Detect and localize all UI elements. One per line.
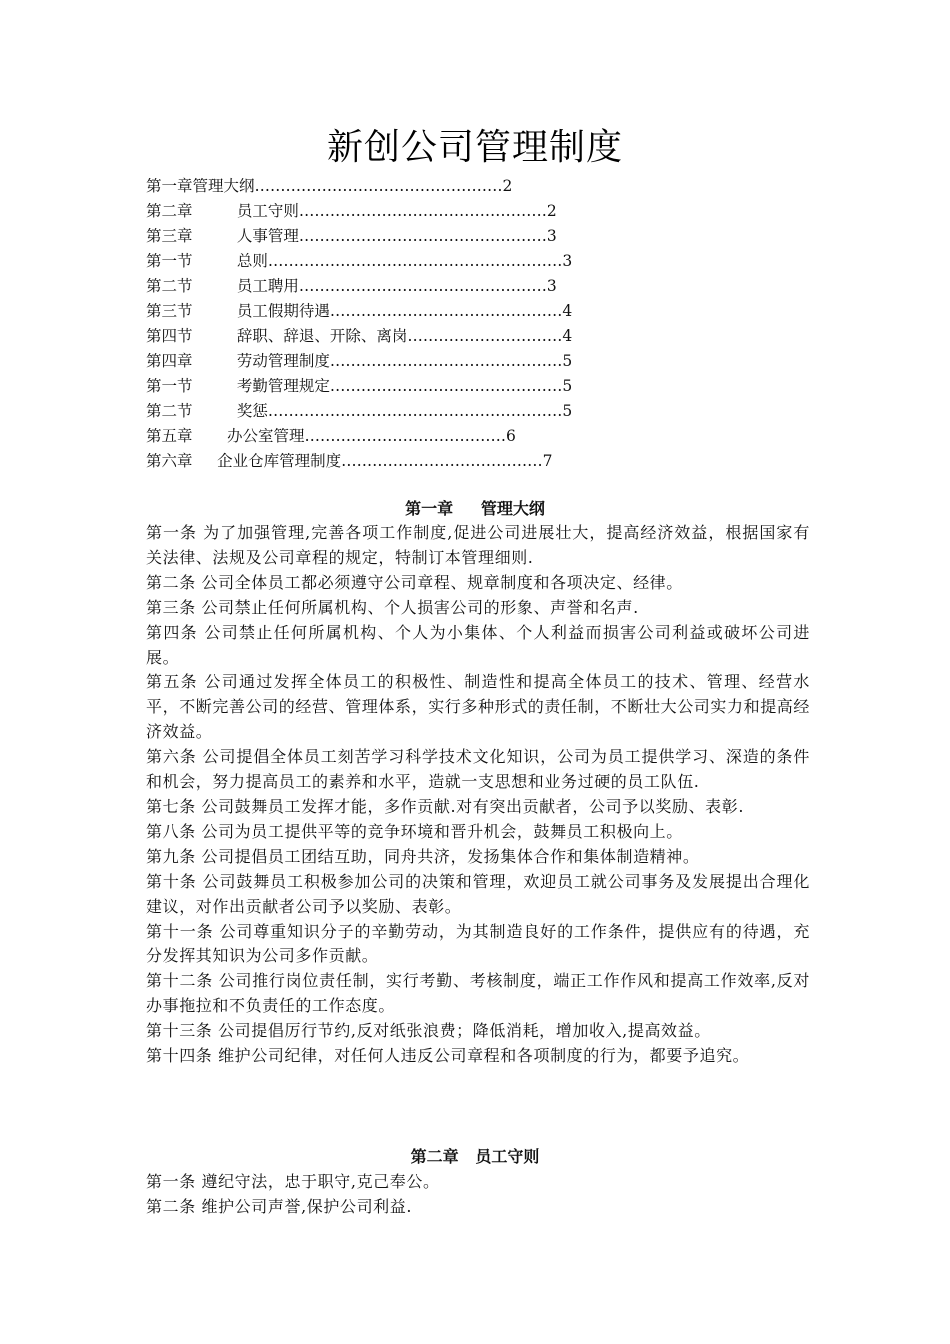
toc-leader-dots: ……………………………………… xyxy=(329,377,563,395)
toc-page-number: 2 xyxy=(546,202,557,220)
toc-entry-label: 第三节 员工假期待遇 xyxy=(146,302,330,320)
toc-page-number: 3 xyxy=(546,277,557,295)
toc-entry-label: 第一节 总则 xyxy=(146,252,268,270)
article-paragraph: 第二条 公司全体员工都必须遵守公司章程、规章制度和各项决定、经律。 xyxy=(146,572,683,592)
article-paragraph: 第十条 公司鼓舞员工积极参加公司的决策和管理，欢迎员工就公司事务及发展提出合理化建议，对作出贡献者公司予以奖励、表彰。 xyxy=(146,871,810,916)
toc-leader-dots: ………………………………………………… xyxy=(267,252,563,270)
toc-entry[interactable] xyxy=(146,199,666,224)
toc-entry-label: 第六章 企业仓库管理制度 xyxy=(146,452,342,470)
toc-entry-label: 第二节 员工聘用 xyxy=(146,277,299,295)
toc-leader-dots: ………………………………………………… xyxy=(267,402,563,420)
chapter-heading: 第一章 管理大纲 xyxy=(405,499,545,518)
table-of-contents xyxy=(146,174,666,474)
article-paragraph: 第三条 公司禁止任何所属机构、个人损害公司的形象、声誉和名声. xyxy=(146,597,639,617)
toc-page-number: 5 xyxy=(562,352,573,370)
toc-entry-label: 第二节 奖惩 xyxy=(146,402,268,420)
toc-entry[interactable] xyxy=(146,249,666,274)
toc-entry-label: 第一节 考勤管理规定 xyxy=(146,377,330,395)
toc-entry[interactable] xyxy=(146,174,666,199)
toc-page-number: 5 xyxy=(562,377,573,395)
article-paragraph: 第十三条 公司提倡厉行节约,反对纸张浪费；降低消耗，增加收入,提高效益。 xyxy=(146,1021,711,1041)
chapter-body xyxy=(146,521,810,1069)
toc-entry[interactable] xyxy=(146,449,666,474)
document-title: 新创公司管理制度 xyxy=(326,127,623,168)
article-paragraph: 第十一条 公司尊重知识分子的辛勤劳动，为其制造良好的工作条件，提供应有的待遇，充分发挥其知识为公司多作贡献。 xyxy=(146,921,810,966)
toc-leader-dots: ………………………………………… xyxy=(298,227,547,245)
toc-page-number: 4 xyxy=(562,302,573,320)
toc-entry[interactable] xyxy=(146,374,666,399)
toc-entry[interactable] xyxy=(146,349,666,374)
toc-entry[interactable] xyxy=(146,274,666,299)
toc-entry-label: 第三章 人事管理 xyxy=(146,227,299,245)
toc-entry[interactable] xyxy=(146,399,666,424)
article-paragraph: 第四条 公司禁止任何所属机构、个人为小集体、个人利益而损害公司利益或破坏公司进展。 xyxy=(146,622,810,667)
article-paragraph: 第七条 公司鼓舞员工发挥才能，多作贡献.对有突出贡献者，公司予以奖励、表彰. xyxy=(146,796,745,816)
toc-page-number: 7 xyxy=(542,452,553,470)
toc-entry[interactable] xyxy=(146,324,666,349)
article-paragraph: 第八条 公司为员工提供平等的竞争环境和晋升机会，鼓舞员工积极向上。 xyxy=(146,821,683,841)
article-paragraph: 第十四条 维护公司纪律，对任何人违反公司章程和各项制度的行为，都要予追究。 xyxy=(146,1046,750,1066)
toc-entry-label: 第二章 员工守则 xyxy=(146,202,299,220)
toc-leader-dots: ……………………………………… xyxy=(329,352,563,370)
toc-leader-dots: ………………………… xyxy=(407,327,563,345)
chapter-heading: 第二章 员工守则 xyxy=(410,1147,540,1166)
toc-leader-dots: ………………………………… xyxy=(341,452,543,470)
article-paragraph: 第六条 公司提倡全体员工刻苦学习科学技术文化知识，公司为员工提供学习、深造的条件和机会，努力提高员工的素养和水平，造就一支思想和业务过硬的员工队伍. xyxy=(146,747,810,792)
toc-entry[interactable] xyxy=(146,224,666,249)
toc-leader-dots: ………………………………………… xyxy=(298,202,547,220)
toc-leader-dots: ………………………………… xyxy=(304,427,506,445)
toc-entry-label: 第四章 劳动管理制度 xyxy=(146,352,330,370)
article-paragraph: 第一条 遵纪守法，忠于职守,克己奉公。 xyxy=(146,1172,440,1191)
toc-entry-label: 第一章管理大纲 xyxy=(146,177,255,195)
toc-leader-dots: ………………………………………… xyxy=(254,177,503,195)
article-paragraph: 第五条 公司通过发挥全体员工的积极性、制造性和提高全体员工的技术、管理、经营水平，不断完善公司的经营、管理体系，实行多种形式的责任制，不断壮大公司实力和提高经济效益。 xyxy=(146,672,811,742)
article-paragraph: 第一条 为了加强管理,完善各项工作制度,促进公司进展壮大，提高经济效益，根据国家有关法律、法规及公司章程的规定，特制订本管理细则. xyxy=(146,523,810,567)
toc-entry-label: 第四节 辞职、辞退、开除、离岗 xyxy=(146,327,408,345)
toc-leader-dots: ……………………………………… xyxy=(329,302,563,320)
toc-page-number: 3 xyxy=(546,227,557,245)
toc-page-number: 2 xyxy=(502,177,513,195)
article-paragraph: 第十二条 公司推行岗位责任制，实行考勤、考核制度，端正工作作风和提高工作效率,反对办事拖拉和不负责任的工作态度。 xyxy=(146,971,810,1016)
toc-page-number: 5 xyxy=(562,402,573,420)
toc-page-number: 4 xyxy=(562,327,573,345)
toc-entry[interactable] xyxy=(146,424,666,449)
article-paragraph: 第九条 公司提倡员工团结互助，同舟共济，发扬集体合作和集体制造精神。 xyxy=(146,846,700,866)
toc-entry[interactable] xyxy=(146,299,666,324)
toc-page-number: 3 xyxy=(562,252,573,270)
toc-page-number: 6 xyxy=(506,427,516,445)
chapter-body xyxy=(146,1170,810,1220)
article-paragraph: 第二条 维护公司声誉,保护公司利益. xyxy=(146,1196,413,1216)
toc-entry-label: 第五章 办公室管理 xyxy=(146,427,305,445)
toc-leader-dots: ………………………………………… xyxy=(298,277,547,295)
